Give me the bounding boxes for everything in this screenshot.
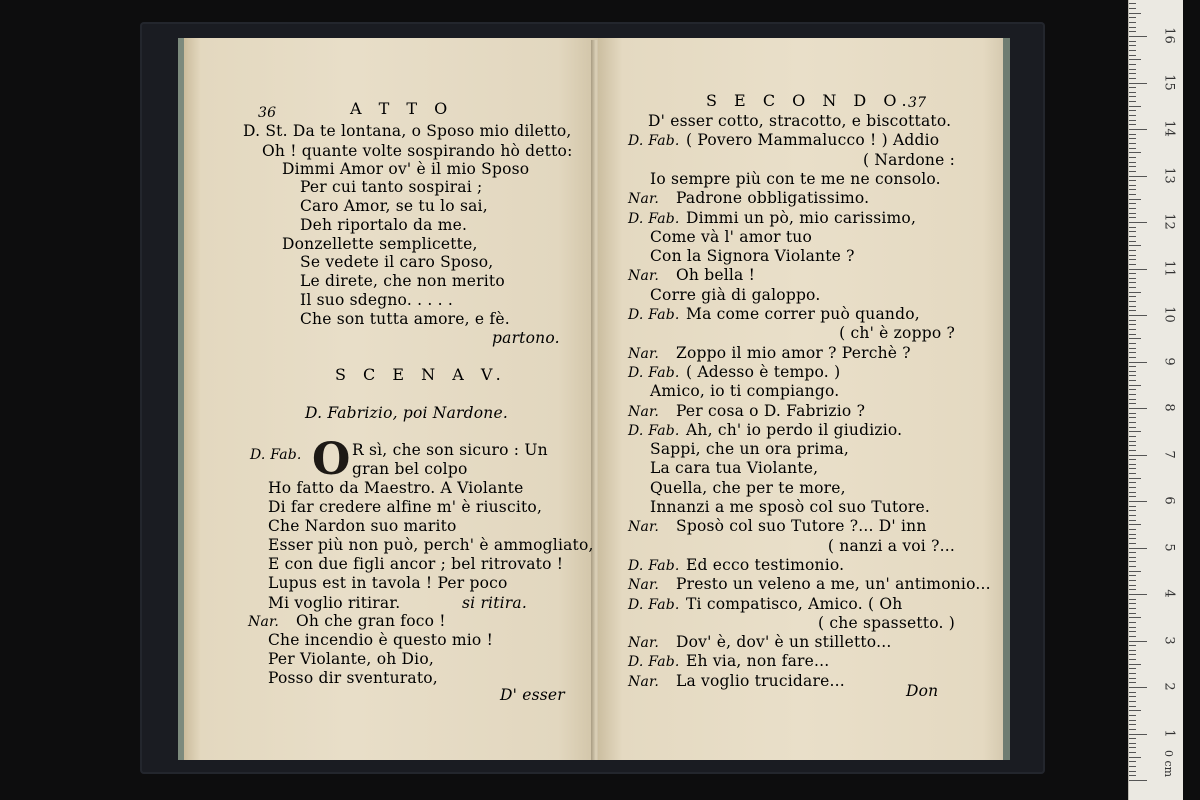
ruler-tick xyxy=(1129,645,1136,646)
ruler-tick xyxy=(1129,394,1136,395)
ruler-tick xyxy=(1129,771,1136,772)
ruler-tick xyxy=(1129,608,1136,609)
verse-line: Sappi, che un ora prima, xyxy=(650,440,850,459)
ruler-tick xyxy=(1129,747,1136,748)
ruler-number: 3 xyxy=(1161,635,1177,645)
ruler-tick xyxy=(1129,36,1147,37)
ruler-tick xyxy=(1129,45,1136,46)
ruler-tick xyxy=(1129,668,1136,669)
ruler-tick xyxy=(1129,138,1136,139)
ruler-tick xyxy=(1129,148,1136,149)
ruler-tick xyxy=(1129,459,1136,460)
ruler-tick xyxy=(1129,134,1136,135)
ruler-number: 2 xyxy=(1161,682,1177,691)
ruler-tick xyxy=(1129,231,1136,232)
ruler-tick xyxy=(1129,431,1141,432)
ruler-tick xyxy=(1129,548,1147,549)
ruler-tick xyxy=(1129,194,1136,195)
verse-line: Per cui tanto sospirai ; xyxy=(300,178,483,196)
verse-line: Oh che gran foco ! xyxy=(296,612,446,630)
ruler-number: 5 xyxy=(1161,542,1177,552)
verse-line: Se vedete il caro Sposo, xyxy=(300,253,494,271)
page-number-right: 37 xyxy=(908,95,927,111)
ruler-tick xyxy=(1129,301,1136,302)
ruler-tick xyxy=(1129,622,1136,623)
ruler-tick xyxy=(1129,422,1136,423)
speaker-label: D. Fab. xyxy=(628,596,680,613)
verse-line: ( che spassetto. ) xyxy=(818,613,955,632)
verse-line: Oh bella ! xyxy=(676,266,756,285)
ruler-tick xyxy=(1129,371,1136,372)
running-head-right: S E C O N D O. xyxy=(706,91,913,110)
speaker-label: D. Fab. xyxy=(628,654,680,671)
ruler-tick xyxy=(1129,473,1136,474)
ruler-tick xyxy=(1129,366,1136,367)
ruler-tick xyxy=(1129,120,1136,121)
ruler-tick xyxy=(1129,315,1147,316)
ruler-tick xyxy=(1129,296,1136,297)
ruler-tick xyxy=(1129,176,1147,177)
measuring-ruler xyxy=(1128,0,1183,800)
ruler-unit-label: 0 cm xyxy=(1162,749,1176,778)
ruler-tick xyxy=(1129,631,1136,632)
ruler-tick xyxy=(1129,92,1136,93)
ruler-tick xyxy=(1129,724,1136,725)
verse-line: Con la Signora Violante ? xyxy=(650,247,855,266)
verse-line: Innanzi a me sposò col suo Tutore. xyxy=(650,498,931,516)
verse-line: Che incendio è questo mio ! xyxy=(268,631,494,649)
ruler-tick xyxy=(1129,334,1136,335)
ruler-tick xyxy=(1129,496,1136,497)
running-head-left: A T T O xyxy=(350,99,454,118)
ruler-tick xyxy=(1129,362,1147,363)
ruler-tick xyxy=(1129,110,1136,111)
ruler-tick xyxy=(1129,613,1136,614)
verse-line: Il suo sdegno. . . . . xyxy=(300,291,453,309)
ruler-tick xyxy=(1129,654,1136,655)
verse-line: Esser più non può, perch' è ammogliato, xyxy=(268,536,594,554)
ruler-tick xyxy=(1129,287,1136,288)
ruler-tick xyxy=(1129,673,1136,674)
ruler-tick xyxy=(1129,8,1136,9)
speaker-label: D. Fab. xyxy=(628,210,680,227)
ruler-tick xyxy=(1129,264,1136,265)
ruler-tick xyxy=(1129,357,1136,358)
ruler-tick xyxy=(1129,557,1136,558)
ruler-tick xyxy=(1129,561,1136,562)
ruler-tick xyxy=(1129,324,1136,325)
ruler-tick xyxy=(1129,180,1136,181)
verse-line: Ah, ch' io perdo il giudizio. xyxy=(686,420,903,439)
ruler-tick xyxy=(1129,482,1136,483)
drop-cap: O xyxy=(312,434,351,485)
ruler-tick xyxy=(1129,17,1136,18)
ruler-tick xyxy=(1129,399,1136,400)
ruler-number: 9 xyxy=(1161,356,1177,366)
ruler-tick xyxy=(1129,124,1136,125)
ruler-tick xyxy=(1129,185,1136,186)
ruler-tick xyxy=(1129,715,1136,716)
verse-line: D. St. Da te lontana, o Sposo mio diletto, xyxy=(243,122,572,140)
ruler-number: 1 xyxy=(1161,728,1177,738)
verse-line: Per cosa o D. Fabrizio ? xyxy=(676,401,866,420)
ruler-tick xyxy=(1129,441,1136,442)
speaker-label: Nar. xyxy=(248,614,280,630)
ruler-tick xyxy=(1129,143,1136,144)
verse-line: Oh ! quante volte sospirando hò detto: xyxy=(262,142,573,160)
ruler-tick xyxy=(1129,338,1141,339)
speaker-label: Nar. xyxy=(628,191,660,208)
ruler-tick xyxy=(1129,13,1141,14)
ruler-tick xyxy=(1129,538,1136,539)
verse-line: Deh riportalo da me. xyxy=(300,216,468,234)
ruler-tick xyxy=(1129,506,1136,507)
ruler-tick xyxy=(1129,171,1136,172)
ruler-tick xyxy=(1129,515,1136,516)
ruler-tick xyxy=(1129,282,1136,283)
ruler-tick xyxy=(1129,269,1147,270)
ruler-tick xyxy=(1129,492,1136,493)
speaker-label: Nar. xyxy=(628,635,660,652)
verse-line: D' esser cotto, stracotto, e biscottato. xyxy=(648,112,952,130)
verse-line: Quella, che per te more, xyxy=(650,478,846,497)
ruler-tick xyxy=(1129,478,1141,479)
ruler-tick xyxy=(1129,3,1136,4)
verse-line: ( nanzi a voi ?... xyxy=(827,536,955,555)
catchword: Don xyxy=(906,682,939,700)
ruler-tick xyxy=(1129,413,1136,414)
ruler-tick xyxy=(1129,468,1136,469)
verse-line: ( Povero Mammalucco ! ) Addio xyxy=(686,131,940,150)
ruler-tick xyxy=(1129,580,1136,581)
ruler-tick xyxy=(1129,510,1136,511)
ruler-number: 7 xyxy=(1161,449,1177,459)
verse-line: Lupus est in tavola ! Per poco xyxy=(268,574,508,592)
verse-line: Amico, io ti compiango. xyxy=(650,382,840,401)
ruler-tick xyxy=(1129,348,1136,349)
ruler-tick xyxy=(1129,306,1136,307)
ruler-tick xyxy=(1129,255,1136,256)
ruler-tick xyxy=(1129,603,1136,604)
ruler-tick xyxy=(1129,385,1141,386)
ruler-tick xyxy=(1129,710,1141,711)
ruler-tick xyxy=(1129,250,1136,251)
ruler-tick xyxy=(1129,552,1136,553)
ruler-tick xyxy=(1129,427,1136,428)
ruler-tick xyxy=(1129,641,1147,642)
verse-line: E con due figli ancor ; bel ritrovato ! xyxy=(268,555,564,573)
ruler-tick xyxy=(1129,213,1136,214)
ruler-tick xyxy=(1129,682,1136,683)
ruler-tick xyxy=(1129,55,1136,56)
ruler-tick xyxy=(1129,594,1147,595)
verse-line: Come và l' amor tuo xyxy=(650,227,813,246)
ruler-tick xyxy=(1129,589,1136,590)
verse-line: Zoppo il mio amor ? Perchè ? xyxy=(676,343,911,362)
ruler-tick xyxy=(1129,87,1136,88)
page-number-left: 36 xyxy=(258,105,277,121)
ruler-tick xyxy=(1129,701,1136,702)
ruler-tick xyxy=(1129,543,1136,544)
ruler-tick xyxy=(1129,501,1147,502)
verse-line: Padrone obbligatissimo. xyxy=(676,189,870,208)
ruler-tick xyxy=(1129,96,1136,97)
ruler-tick xyxy=(1129,650,1136,651)
scene-title: S C E N A V. xyxy=(335,365,507,384)
speaker-label: Nar. xyxy=(628,519,660,536)
ruler-tick xyxy=(1129,227,1136,228)
ruler-tick xyxy=(1129,585,1136,586)
ruler-tick xyxy=(1129,436,1136,437)
verse-line: Ma come correr può quando, xyxy=(686,305,920,323)
ruler-tick xyxy=(1129,520,1136,521)
ruler-tick xyxy=(1129,743,1136,744)
verse-line: Corre già di galoppo. xyxy=(650,285,821,304)
verse-line: Mi voglio ritirar. xyxy=(268,594,401,612)
verse-line: La cara tua Violante, xyxy=(650,459,819,478)
ruler-tick xyxy=(1129,157,1136,158)
ruler-tick xyxy=(1129,115,1136,116)
ruler-tick xyxy=(1129,566,1136,567)
ruler-tick xyxy=(1129,729,1136,730)
speaker-label: D. Fab. xyxy=(628,422,680,439)
ruler-tick xyxy=(1129,50,1136,51)
verse-line: R sì, che son sicuro : Un xyxy=(352,441,548,459)
ruler-tick xyxy=(1129,636,1136,637)
speaker-label: Nar. xyxy=(628,268,660,285)
verse-line: Dimmi Amor ov' è il mio Sposo xyxy=(282,160,530,178)
ruler-tick xyxy=(1129,320,1136,321)
ruler-tick xyxy=(1129,599,1136,600)
ruler-number: 8 xyxy=(1161,403,1177,412)
verse-line: Donzellette semplicette, xyxy=(282,235,478,253)
ruler-tick xyxy=(1129,487,1136,488)
ruler-tick xyxy=(1129,73,1136,74)
ruler-tick xyxy=(1129,259,1136,260)
ruler-tick xyxy=(1129,162,1136,163)
ruler-tick xyxy=(1129,617,1141,618)
ruler-tick xyxy=(1129,310,1136,311)
ruler-tick xyxy=(1129,217,1136,218)
ruler-tick xyxy=(1129,775,1136,776)
ruler-tick xyxy=(1129,343,1136,344)
stage-direction: partono. xyxy=(492,329,560,347)
ruler-tick xyxy=(1129,222,1147,223)
ruler-tick xyxy=(1129,152,1141,153)
ruler-tick xyxy=(1129,59,1141,60)
ruler-tick xyxy=(1129,389,1136,390)
verse-line: ( Nardone : xyxy=(863,150,955,169)
ruler-number: 10 xyxy=(1161,306,1177,323)
verse-line: Caro Amor, se tu lo sai, xyxy=(300,197,488,215)
verse-line: Dimmi un pò, mio carissimo, xyxy=(686,208,917,227)
verse-line: La voglio trucidare... xyxy=(676,671,845,690)
ruler-tick xyxy=(1129,455,1147,456)
verse-line: Sposò col suo Tutore ?... D' inn xyxy=(676,517,927,536)
ruler-tick xyxy=(1129,450,1136,451)
ruler-tick xyxy=(1129,766,1136,767)
ruler-tick xyxy=(1129,292,1141,293)
verse-line: ( Adesso è tempo. ) xyxy=(686,362,841,381)
ruler-tick xyxy=(1129,534,1136,535)
ruler-tick xyxy=(1129,780,1147,781)
ruler-tick xyxy=(1129,27,1136,28)
ruler-tick xyxy=(1129,529,1136,530)
verse-line: Presto un veleno a me, un' antimonio... xyxy=(676,575,991,594)
ruler-tick xyxy=(1129,706,1136,707)
ruler-tick xyxy=(1129,78,1136,79)
ruler-tick xyxy=(1129,236,1136,237)
ruler-tick xyxy=(1129,106,1141,107)
speaker-label: D. Fab. xyxy=(628,133,680,150)
verse-line: Di far credere alfine m' è riuscito, xyxy=(268,498,543,516)
ruler-tick xyxy=(1129,241,1136,242)
ruler-tick xyxy=(1129,761,1136,762)
speaker-label: D. Fab. xyxy=(628,364,680,381)
speaker-label: D. Fab. xyxy=(628,557,680,574)
ruler-tick xyxy=(1129,101,1136,102)
ruler-tick xyxy=(1129,664,1141,665)
ruler-tick xyxy=(1129,129,1147,130)
verse-line: Dov' è, dov' è un stilletto... xyxy=(676,633,892,652)
verse-line: Per Violante, oh Dio, xyxy=(268,650,434,668)
ruler-tick xyxy=(1129,720,1136,721)
ruler-tick xyxy=(1129,69,1136,70)
speaker-label: D. Fab. xyxy=(250,447,302,463)
speaker-label: D. Fab. xyxy=(628,307,680,323)
stage-direction: si ritira. xyxy=(462,594,527,612)
speaker-label: Nar. xyxy=(628,345,660,362)
ruler-tick xyxy=(1129,575,1136,576)
ruler-tick xyxy=(1129,329,1136,330)
ruler-tick xyxy=(1129,64,1136,65)
scene-characters: D. Fabrizio, poi Nardone. xyxy=(305,404,508,422)
ruler-tick xyxy=(1129,245,1141,246)
verse-line: Ed ecco testimonio. xyxy=(686,555,845,574)
ruler-tick xyxy=(1129,757,1141,758)
ruler-tick xyxy=(1129,22,1136,23)
verse-line: Ti compatisco, Amico. ( Oh xyxy=(686,594,903,613)
ruler-tick xyxy=(1129,464,1136,465)
ruler-tick xyxy=(1129,203,1136,204)
ruler-number: 6 xyxy=(1161,496,1177,505)
ruler-number: 11 xyxy=(1161,259,1177,277)
verse-line: ( ch' è zoppo ? xyxy=(839,324,955,343)
speaker-label: Nar. xyxy=(628,673,660,690)
ruler-number: 4 xyxy=(1161,589,1177,598)
verse-line: Io sempre più con te me ne consolo. xyxy=(650,169,941,188)
ruler-tick xyxy=(1129,83,1147,84)
ruler-tick xyxy=(1129,752,1136,753)
ruler-tick xyxy=(1129,208,1136,209)
speaker-label: Nar. xyxy=(628,577,660,594)
ruler-number: 13 xyxy=(1161,166,1177,184)
ruler-tick xyxy=(1129,445,1136,446)
ruler-tick xyxy=(1129,403,1136,404)
ruler-tick xyxy=(1129,524,1141,525)
speaker-label: Nar. xyxy=(628,403,660,420)
ruler-tick xyxy=(1129,189,1136,190)
ruler-tick xyxy=(1129,408,1147,409)
ruler-number: 14 xyxy=(1161,120,1177,137)
ruler-tick xyxy=(1129,278,1136,279)
verse-line: Ho fatto da Maestro. A Violante xyxy=(268,479,524,497)
verse-line: gran bel colpo xyxy=(352,460,468,478)
ruler-tick xyxy=(1129,738,1136,739)
ruler-tick xyxy=(1129,734,1147,735)
ruler-tick xyxy=(1129,571,1141,572)
ruler-tick xyxy=(1129,380,1136,381)
ruler-number: 16 xyxy=(1161,27,1177,44)
ruler-tick xyxy=(1129,417,1136,418)
ruler-tick xyxy=(1129,659,1136,660)
ruler-tick xyxy=(1129,41,1136,42)
verse-line: Che son tutta amore, e fè. xyxy=(300,310,510,328)
ruler-tick xyxy=(1129,678,1136,679)
ruler-tick xyxy=(1129,199,1141,200)
ruler-tick xyxy=(1129,166,1136,167)
ruler-tick xyxy=(1129,696,1136,697)
ruler-tick xyxy=(1129,352,1136,353)
verse-line: Eh via, non fare... xyxy=(686,652,830,671)
verse-line: Le direte, che non merito xyxy=(300,272,505,290)
catchword: D' esser xyxy=(500,686,565,704)
ruler-tick xyxy=(1129,273,1136,274)
ruler-tick xyxy=(1129,375,1136,376)
ruler-number: 15 xyxy=(1161,73,1177,91)
ruler-tick xyxy=(1129,692,1136,693)
ruler-number: 12 xyxy=(1161,213,1177,230)
verse-line: Che Nardon suo marito xyxy=(268,517,457,535)
ruler-tick xyxy=(1129,687,1147,688)
ruler-tick xyxy=(1129,31,1136,32)
ruler-tick xyxy=(1129,627,1136,628)
verse-line: Posso dir sventurato, xyxy=(268,669,438,687)
